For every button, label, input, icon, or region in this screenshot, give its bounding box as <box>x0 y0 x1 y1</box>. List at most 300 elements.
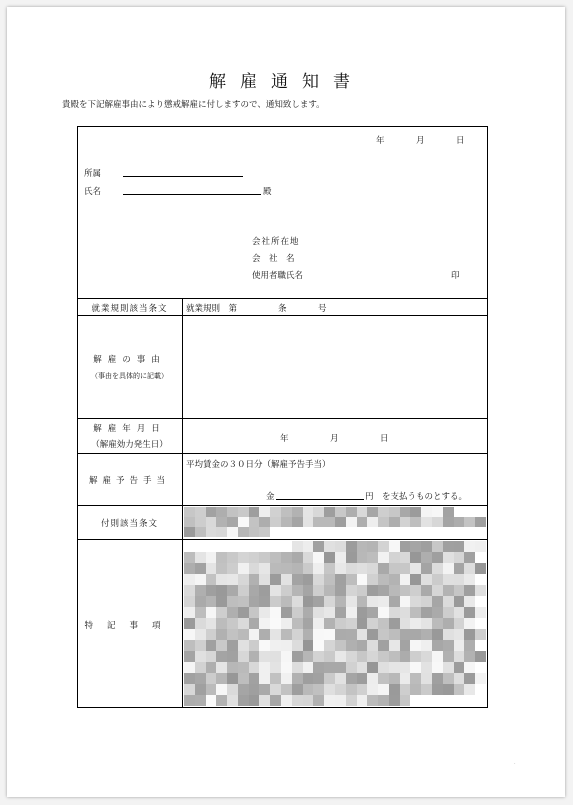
mosaic-cell <box>464 662 475 673</box>
mosaic-cell <box>216 695 227 706</box>
mosaic-cell <box>432 574 443 585</box>
mosaic-cell <box>184 563 195 574</box>
mosaic-cell <box>270 673 281 684</box>
mosaic-cell <box>249 651 260 662</box>
mosaic-cell <box>410 507 421 517</box>
mosaic-cell <box>400 563 411 574</box>
mosaic-cell <box>324 563 335 574</box>
mosaic-cell <box>270 640 281 651</box>
mosaic-cell <box>184 640 195 651</box>
mosaic-cell <box>464 552 475 563</box>
mosaic-cell <box>313 629 324 640</box>
mosaic-cell <box>389 651 400 662</box>
mosaic-cell <box>184 585 195 596</box>
mosaic-cell <box>410 552 421 563</box>
mosaic-cell <box>346 507 357 517</box>
mosaic-cell <box>303 585 314 596</box>
mosaic-cell <box>464 507 475 517</box>
mosaic-cell <box>281 684 292 695</box>
mosaic-cell <box>367 596 378 607</box>
mosaic-cell <box>454 629 465 640</box>
mosaic-cell <box>410 629 421 640</box>
mosaic-cell <box>367 673 378 684</box>
mosaic-cell <box>421 673 432 684</box>
mosaic-cell <box>184 607 195 618</box>
mosaic-cell <box>227 629 238 640</box>
mosaic-cell <box>357 673 368 684</box>
mosaic-cell <box>281 585 292 596</box>
mosaic-cell <box>259 527 270 537</box>
mosaic-cell <box>378 695 389 706</box>
mosaic-cell <box>432 585 443 596</box>
mosaic-cell <box>281 695 292 706</box>
mosaic-cell <box>206 629 217 640</box>
mosaic-cell <box>227 527 238 537</box>
mosaic-cell <box>227 673 238 684</box>
rule-row-label: 就業規則該当条文 <box>91 304 168 314</box>
mosaic-cell <box>184 541 195 552</box>
mosaic-cell <box>357 541 368 552</box>
mosaic-cell <box>443 574 454 585</box>
mosaic-cell <box>367 640 378 651</box>
mosaic-cell <box>303 618 314 629</box>
mosaic-cell <box>389 607 400 618</box>
notice-pay-label: 解雇予告手当 <box>88 476 170 486</box>
mosaic-cell <box>464 640 475 651</box>
mosaic-cell <box>400 596 411 607</box>
mosaic-cell <box>303 563 314 574</box>
mosaic-cell <box>421 574 432 585</box>
mosaic-cell <box>443 684 454 695</box>
mosaic-cell <box>270 662 281 673</box>
mosaic-cell <box>249 618 260 629</box>
mosaic-cell <box>195 574 206 585</box>
mosaic-cell <box>249 507 260 517</box>
mosaic-cell <box>454 651 465 662</box>
mosaic-cell <box>303 541 314 552</box>
mosaic-cell <box>475 596 486 607</box>
mosaic-cell <box>400 552 411 563</box>
mosaic-cell <box>238 563 249 574</box>
mosaic-cell <box>292 574 303 585</box>
mosaic-cell <box>303 552 314 563</box>
mosaic-cell <box>259 684 270 695</box>
mosaic-cell <box>464 673 475 684</box>
mosaic-cell <box>249 695 260 706</box>
mosaic-cell <box>238 662 249 673</box>
mosaic-cell <box>335 541 346 552</box>
mosaic-cell <box>259 618 270 629</box>
mosaic-cell <box>206 695 217 706</box>
rule-row-value-3: 号 <box>318 304 327 314</box>
mosaic-cell <box>238 527 249 537</box>
dept-field[interactable] <box>123 167 243 177</box>
mosaic-cell <box>206 640 217 651</box>
company-name-label: 会 社 名 <box>252 254 295 264</box>
mosaic-cell <box>270 563 281 574</box>
mosaic-cell <box>303 651 314 662</box>
mosaic-cell <box>475 607 486 618</box>
mosaic-cell <box>432 563 443 574</box>
mosaic-cell <box>346 618 357 629</box>
mosaic-cell <box>303 527 314 537</box>
mosaic-cell <box>410 574 421 585</box>
mosaic-cell <box>475 695 486 706</box>
mosaic-cell <box>454 585 465 596</box>
mosaic-cell <box>238 541 249 552</box>
mosaic-cell <box>335 607 346 618</box>
mosaic-cell <box>303 574 314 585</box>
mosaic-cell <box>292 607 303 618</box>
mosaic-cell <box>367 662 378 673</box>
supplementary-label: 付則該当条文 <box>100 519 158 529</box>
mosaic-cell <box>206 574 217 585</box>
mosaic-cell <box>227 585 238 596</box>
mosaic-cell <box>292 517 303 527</box>
mosaic-cell <box>454 695 465 706</box>
mosaic-cell <box>367 517 378 527</box>
mosaic-cell <box>443 618 454 629</box>
mosaic-cell <box>259 629 270 640</box>
mosaic-cell <box>346 585 357 596</box>
rule-row-value-2: 条 <box>278 304 287 314</box>
mosaic-cell <box>346 574 357 585</box>
mosaic-cell <box>259 517 270 527</box>
mosaic-cell <box>400 517 411 527</box>
mosaic-cell <box>195 507 206 517</box>
mosaic-cell <box>227 618 238 629</box>
mosaic-cell <box>184 517 195 527</box>
mosaic-cell <box>400 607 411 618</box>
mosaic-cell <box>292 629 303 640</box>
mosaic-cell <box>259 574 270 585</box>
mosaic-cell <box>410 618 421 629</box>
mosaic-cell <box>270 629 281 640</box>
mosaic-cell <box>303 507 314 517</box>
mosaic-cell <box>238 640 249 651</box>
mosaic-cell <box>357 596 368 607</box>
mosaic-cell <box>464 629 475 640</box>
mosaic-cell <box>454 563 465 574</box>
mosaic-cell <box>389 563 400 574</box>
mosaic-cell <box>335 596 346 607</box>
mosaic-cell <box>454 527 465 537</box>
mosaic-cell <box>410 596 421 607</box>
mosaic-cell <box>324 552 335 563</box>
company-address-label: 会社所在地 <box>252 237 300 247</box>
mosaic-cell <box>421 541 432 552</box>
mosaic-cell <box>475 640 486 651</box>
mosaic-cell <box>443 629 454 640</box>
mosaic-cell <box>421 651 432 662</box>
mosaic-cell <box>270 527 281 537</box>
mosaic-cell <box>206 596 217 607</box>
mosaic-cell <box>357 640 368 651</box>
mosaic-cell <box>421 507 432 517</box>
mosaic-cell <box>378 527 389 537</box>
mosaic-cell <box>281 662 292 673</box>
blurred-remarks-text <box>184 541 486 706</box>
mosaic-cell <box>206 507 217 517</box>
mosaic-cell <box>270 541 281 552</box>
mosaic-cell <box>346 629 357 640</box>
mosaic-cell <box>184 673 195 684</box>
mosaic-cell <box>421 618 432 629</box>
mosaic-cell <box>216 585 227 596</box>
mosaic-cell <box>357 618 368 629</box>
mosaic-cell <box>324 629 335 640</box>
mosaic-cell <box>464 618 475 629</box>
mosaic-cell <box>335 618 346 629</box>
rule-row-value-1: 就業規則 第 <box>186 304 238 314</box>
notice-pay-amount-field[interactable] <box>276 490 364 500</box>
mosaic-cell <box>259 563 270 574</box>
mosaic-cell <box>432 684 443 695</box>
mosaic-cell <box>357 651 368 662</box>
mosaic-cell <box>475 541 486 552</box>
mosaic-cell <box>400 662 411 673</box>
mosaic-cell <box>378 640 389 651</box>
mosaic-cell <box>216 527 227 537</box>
mosaic-cell <box>432 517 443 527</box>
mosaic-cell <box>389 629 400 640</box>
mosaic-cell <box>259 552 270 563</box>
mosaic-cell <box>443 541 454 552</box>
mosaic-cell <box>475 662 486 673</box>
mosaic-cell <box>313 527 324 537</box>
mosaic-cell <box>195 607 206 618</box>
mosaic-cell <box>249 517 260 527</box>
mosaic-cell <box>238 607 249 618</box>
mosaic-cell <box>357 629 368 640</box>
mosaic-cell <box>195 563 206 574</box>
mosaic-cell <box>195 673 206 684</box>
mosaic-cell <box>206 541 217 552</box>
intro-text: 貴殿を下記解雇事由により懲戒解雇に付しますので、通知致します。 <box>62 100 325 110</box>
mosaic-cell <box>389 552 400 563</box>
mosaic-cell <box>464 574 475 585</box>
mosaic-cell <box>238 507 249 517</box>
mosaic-cell <box>400 585 411 596</box>
mosaic-cell <box>324 673 335 684</box>
mosaic-cell <box>367 651 378 662</box>
mosaic-cell <box>216 574 227 585</box>
mosaic-cell <box>389 618 400 629</box>
mosaic-cell <box>432 662 443 673</box>
mosaic-cell <box>313 574 324 585</box>
mosaic-cell <box>195 684 206 695</box>
mosaic-cell <box>432 640 443 651</box>
mosaic-cell <box>378 541 389 552</box>
mosaic-cell <box>195 640 206 651</box>
mosaic-cell <box>421 629 432 640</box>
mosaic-cell <box>432 607 443 618</box>
mosaic-cell <box>464 596 475 607</box>
mosaic-cell <box>335 517 346 527</box>
seal-label: 印 <box>451 271 460 281</box>
dismissal-year: 年 <box>280 434 289 444</box>
mosaic-cell <box>421 585 432 596</box>
mosaic-cell <box>335 527 346 537</box>
date-day: 日 <box>456 136 465 146</box>
mosaic-cell <box>378 618 389 629</box>
mosaic-cell <box>216 552 227 563</box>
mosaic-cell <box>238 673 249 684</box>
mosaic-cell <box>464 684 475 695</box>
mosaic-cell <box>303 673 314 684</box>
mosaic-cell <box>227 607 238 618</box>
mosaic-cell <box>259 507 270 517</box>
mosaic-cell <box>292 662 303 673</box>
mosaic-cell <box>313 684 324 695</box>
mosaic-cell <box>367 607 378 618</box>
mosaic-cell <box>432 541 443 552</box>
mosaic-cell <box>432 651 443 662</box>
mosaic-cell <box>238 695 249 706</box>
mosaic-cell <box>270 507 281 517</box>
mosaic-cell <box>367 695 378 706</box>
mosaic-cell <box>281 629 292 640</box>
blurred-supplementary-text <box>184 507 486 537</box>
mosaic-cell <box>324 651 335 662</box>
mosaic-cell <box>400 684 411 695</box>
mosaic-cell <box>324 695 335 706</box>
mosaic-cell <box>206 585 217 596</box>
mosaic-cell <box>367 563 378 574</box>
mosaic-cell <box>281 574 292 585</box>
mosaic-cell <box>249 629 260 640</box>
mosaic-cell <box>357 527 368 537</box>
mosaic-cell <box>400 527 411 537</box>
mosaic-cell <box>432 552 443 563</box>
mosaic-cell <box>443 651 454 662</box>
mosaic-cell <box>421 596 432 607</box>
mosaic-cell <box>249 574 260 585</box>
mosaic-cell <box>324 684 335 695</box>
mosaic-cell <box>259 673 270 684</box>
mosaic-cell <box>454 552 465 563</box>
mosaic-cell <box>464 563 475 574</box>
reason-field[interactable] <box>184 317 486 416</box>
mosaic-cell <box>216 563 227 574</box>
reason-note: （事由を具体的に記載） <box>91 372 168 380</box>
mosaic-cell <box>324 574 335 585</box>
mosaic-cell <box>227 695 238 706</box>
mosaic-cell <box>249 640 260 651</box>
mosaic-cell <box>313 552 324 563</box>
mosaic-cell <box>367 574 378 585</box>
mosaic-cell <box>389 640 400 651</box>
mosaic-cell <box>195 527 206 537</box>
mosaic-cell <box>335 684 346 695</box>
mosaic-cell <box>335 673 346 684</box>
mosaic-cell <box>400 651 411 662</box>
mosaic-cell <box>216 684 227 695</box>
mosaic-cell <box>346 673 357 684</box>
mosaic-cell <box>249 563 260 574</box>
mosaic-cell <box>195 596 206 607</box>
notice-pay-suffix: 円 を支払うものとする。 <box>365 492 468 502</box>
notice-pay-prefix: 金 <box>266 492 275 502</box>
mosaic-cell <box>249 662 260 673</box>
mosaic-cell <box>346 596 357 607</box>
mosaic-cell <box>378 684 389 695</box>
mosaic-cell <box>313 541 324 552</box>
mosaic-cell <box>249 607 260 618</box>
mosaic-cell <box>346 563 357 574</box>
mosaic-cell <box>421 607 432 618</box>
mosaic-cell <box>389 684 400 695</box>
mosaic-cell <box>421 552 432 563</box>
mosaic-cell <box>206 651 217 662</box>
mosaic-cell <box>206 607 217 618</box>
mosaic-cell <box>464 527 475 537</box>
mosaic-cell <box>324 507 335 517</box>
mosaic-cell <box>281 517 292 527</box>
mosaic-cell <box>443 662 454 673</box>
mosaic-cell <box>389 541 400 552</box>
mosaic-cell <box>367 541 378 552</box>
mosaic-cell <box>400 507 411 517</box>
mosaic-cell <box>270 552 281 563</box>
mosaic-cell <box>216 640 227 651</box>
mosaic-cell <box>292 695 303 706</box>
mosaic-cell <box>270 574 281 585</box>
mosaic-cell <box>249 585 260 596</box>
mosaic-cell <box>324 585 335 596</box>
mosaic-cell <box>249 596 260 607</box>
mosaic-cell <box>270 618 281 629</box>
mosaic-cell <box>206 673 217 684</box>
mosaic-cell <box>410 517 421 527</box>
mosaic-cell <box>346 640 357 651</box>
mosaic-cell <box>464 517 475 527</box>
mosaic-cell <box>367 585 378 596</box>
mosaic-cell <box>367 527 378 537</box>
mosaic-cell <box>270 596 281 607</box>
dismissal-day: 日 <box>380 434 389 444</box>
mosaic-cell <box>313 640 324 651</box>
mosaic-cell <box>281 596 292 607</box>
mosaic-cell <box>454 596 465 607</box>
mosaic-cell <box>410 662 421 673</box>
mosaic-cell <box>227 517 238 527</box>
mosaic-cell <box>313 507 324 517</box>
mosaic-cell <box>324 517 335 527</box>
mosaic-cell <box>292 684 303 695</box>
mosaic-cell <box>454 684 465 695</box>
mosaic-cell <box>464 607 475 618</box>
mosaic-cell <box>313 673 324 684</box>
mosaic-cell <box>281 651 292 662</box>
mosaic-cell <box>335 552 346 563</box>
mosaic-cell <box>410 695 421 706</box>
mosaic-cell <box>443 640 454 651</box>
mosaic-cell <box>378 673 389 684</box>
mosaic-cell <box>206 552 217 563</box>
mosaic-cell <box>249 541 260 552</box>
mosaic-cell <box>454 673 465 684</box>
mosaic-cell <box>184 596 195 607</box>
mosaic-cell <box>281 527 292 537</box>
mosaic-cell <box>475 563 486 574</box>
mosaic-cell <box>184 684 195 695</box>
mosaic-cell <box>443 585 454 596</box>
name-field[interactable] <box>123 185 261 195</box>
mosaic-cell <box>346 695 357 706</box>
mosaic-cell <box>195 517 206 527</box>
date-year: 年 <box>376 136 385 146</box>
